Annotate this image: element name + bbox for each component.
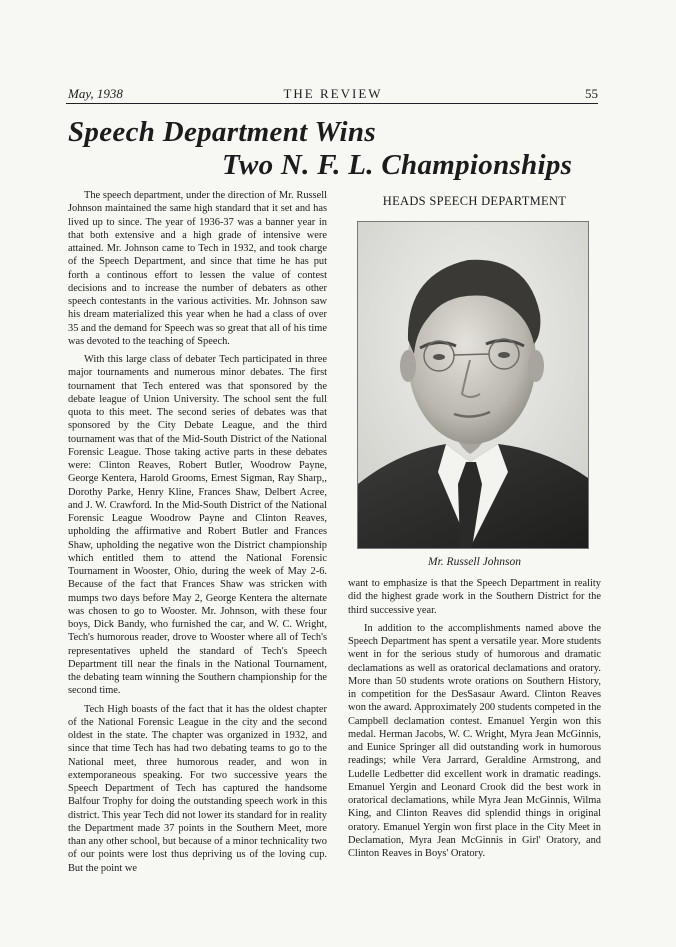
photo-caption: Mr. Russell Johnson [428,556,521,568]
article-paragraph: With this large class of debater Tech participated in three major tournaments and numerous minor debates. The first tournament that Tech entered was that sponsored by the debate league of Union University. The school sent the full quota to this meet. The second series of debates was that sponsored by the City Debate League, and the third tournament was that of the Mid-South District of the National Forensic League. Those taking active parts in these debates were: Clinton Reaves, Robert Butler, Woodrow Payne, George Kentera, Harold Grooms, Ernest Sigman, Ray Sharp,, Dorothy Parke, Henry Kline, Frances Shaw, Delbert Acree, and J. W. Crawford. In the Mid-South District of the National Forensic League Woodrow Payne and Clinton Reaves, upholding the affirmative and Robert Butler and Frances Shaw, upholding the negative won the District championship which entitled them to attend the National Forensic Tournament in Wooster, Ohio, during the week of May 2-6. Because of the fact that Frances Shaw was stricken with mumps two days before May 2, George Kentera the alternate was chosen to go to Wooster. Mr. Johnson, with these four boys, Dick Bandy, who furnished the car, and W. C. Wright, Tech's humorous reader, drove to Wooster where all of Tech's representatives upheld the standard of Tech's Speech Department till near the finals in the National Tournament, the debating team winning the Southern championship for the second time. [68,354,327,697]
publication-name: THE REVIEW [283,86,383,101]
issue-date: May, 1938 [68,86,123,101]
portrait-image [358,222,588,548]
article-paragraph: want to emphasize is that the Speech Department in reality did the highest grade work in the Southern District for the third successive year. [348,578,601,616]
article-column-left [68,189,327,889]
article-column-right [348,577,601,877]
page-number: 55 [585,86,598,101]
running-header [68,86,598,102]
article-paragraph: The speech department, under the direction of Mr. Russell Johnson maintained the same high standard that it set and has lived up to since. The year of 1936-37 was a banner year in that both extensive and a high grade of intensive were attained. Mr. Johnson came to Tech in 1932, and took charge of the Speech Department, and since that time he has put forth a continous effort to lessen the value of contest decisions and to increase the number of debaters as other speech contestants in the various activities. Mr. Johnson saw his dream materialized this year when he had a class of over 35 and the demand for Speech was so great that all of his time was devoted to the teaching of Speech. [68,190,327,347]
sidebar-heading: HEADS SPEECH DEPARTMENT [382,194,567,208]
headline-line-1: Speech Department Wins [68,116,376,148]
headline-line-2: Two N. F. L. Championships [222,149,573,181]
portrait-photo [357,221,589,549]
article-paragraph: Tech High boasts of the fact that it has the oldest chapter of the National Forensic League in the city and the second oldest in the state. The chapter was organized in 1932, and since that time Tech has had two debating teams to go to the National meet, three humorous reader, and won in extemporaneous speaking. For two successive years the Speech Department of Tech has captured the handsome Balfour Trophy for doing the outstanding speech work in this district. This year Tech did not lower its standard for in reality the Department made 37 points in the Southern Meet, more than any other school, but because of a minor technicality two of our points were lost thus depriving us of the loving cup. But the point we [68,703,327,874]
article-paragraph: In addition to the accomplishments named above the Speech Department has spent a versatile year. More students went in for the serious study of humorous and dramatic declamations as well as oratorical declamations and oratory. More than 50 students wrote orations on Southern History, in competition for the DesSasaur Award. Clinton Reaves won the award. Approximately 200 students competed in the Campbell declamation contest. Emanuel Yergin won this medal. Herman Jacobs, W. C. Wright, Myra Jean McGinnis, and Eunice Springer all did outstanding work in humorous readings; while Vera Jarrard, Geraldine Armstrong, and Ludelle Ledbetter did excellent work in dramatic readings. Emanuel Yergin and Leonard Crook did the best work in oratorical declamations, while Myra Jean McGinnis, Wilma King, and Clinton Reaves did splendid things in original oratory. Emanuel Yergin won first place in the City Meet in Declamation, Myra Jean McGinnis in Girl' Oratory, and Clinton Reaves in Boys' Oratory. [348,622,601,859]
header-rule [66,103,598,104]
